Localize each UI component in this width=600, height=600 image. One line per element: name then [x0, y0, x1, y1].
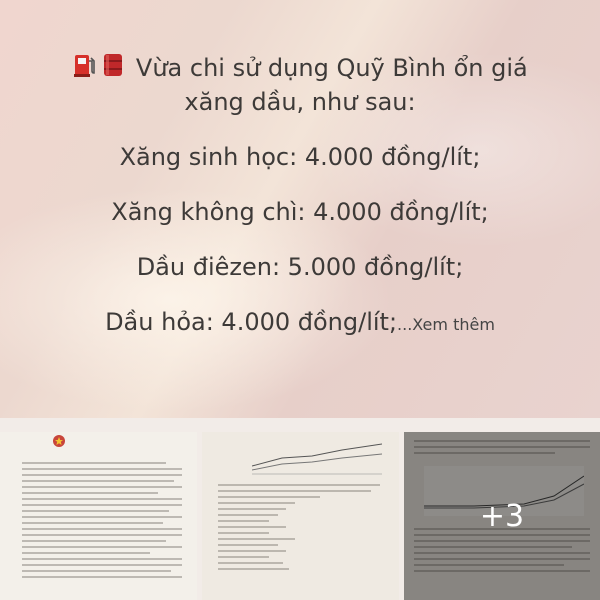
post-title-line-1: Vừa chi sử dụng Quỹ Bình ổn giá — [20, 52, 580, 86]
gallery-photo-2[interactable] — [202, 432, 399, 600]
post-item: Dầu điêzen: 5.000 đồng/lít; — [136, 253, 464, 281]
post-item: Xăng sinh học: 4.000 đồng/lít; — [119, 143, 481, 171]
post-text — [20, 52, 580, 341]
document-text-graphic — [22, 462, 182, 582]
fuel-pump-icon — [72, 52, 98, 86]
gallery-photo-1[interactable] — [0, 432, 197, 600]
gallery-photo-more[interactable] — [404, 432, 600, 600]
post-item-last — [20, 306, 580, 341]
chart-graphic-icon — [252, 436, 382, 476]
more-photos-count: +3 — [479, 498, 525, 534]
post-title-line-2: xăng dầu, như sau: — [184, 88, 416, 116]
post-item: Xăng không chì: 4.000 đồng/lít; — [111, 198, 489, 226]
post-item: Dầu hỏa: 4.000 đồng/lít; — [105, 308, 398, 336]
document-text-graphic — [218, 484, 388, 574]
photo-gallery — [0, 432, 600, 600]
emblem-icon — [50, 434, 68, 448]
see-more-link[interactable]: ...Xem thêm — [397, 315, 495, 334]
oil-barrel-icon — [102, 52, 124, 86]
more-photos-overlay[interactable] — [404, 432, 600, 600]
